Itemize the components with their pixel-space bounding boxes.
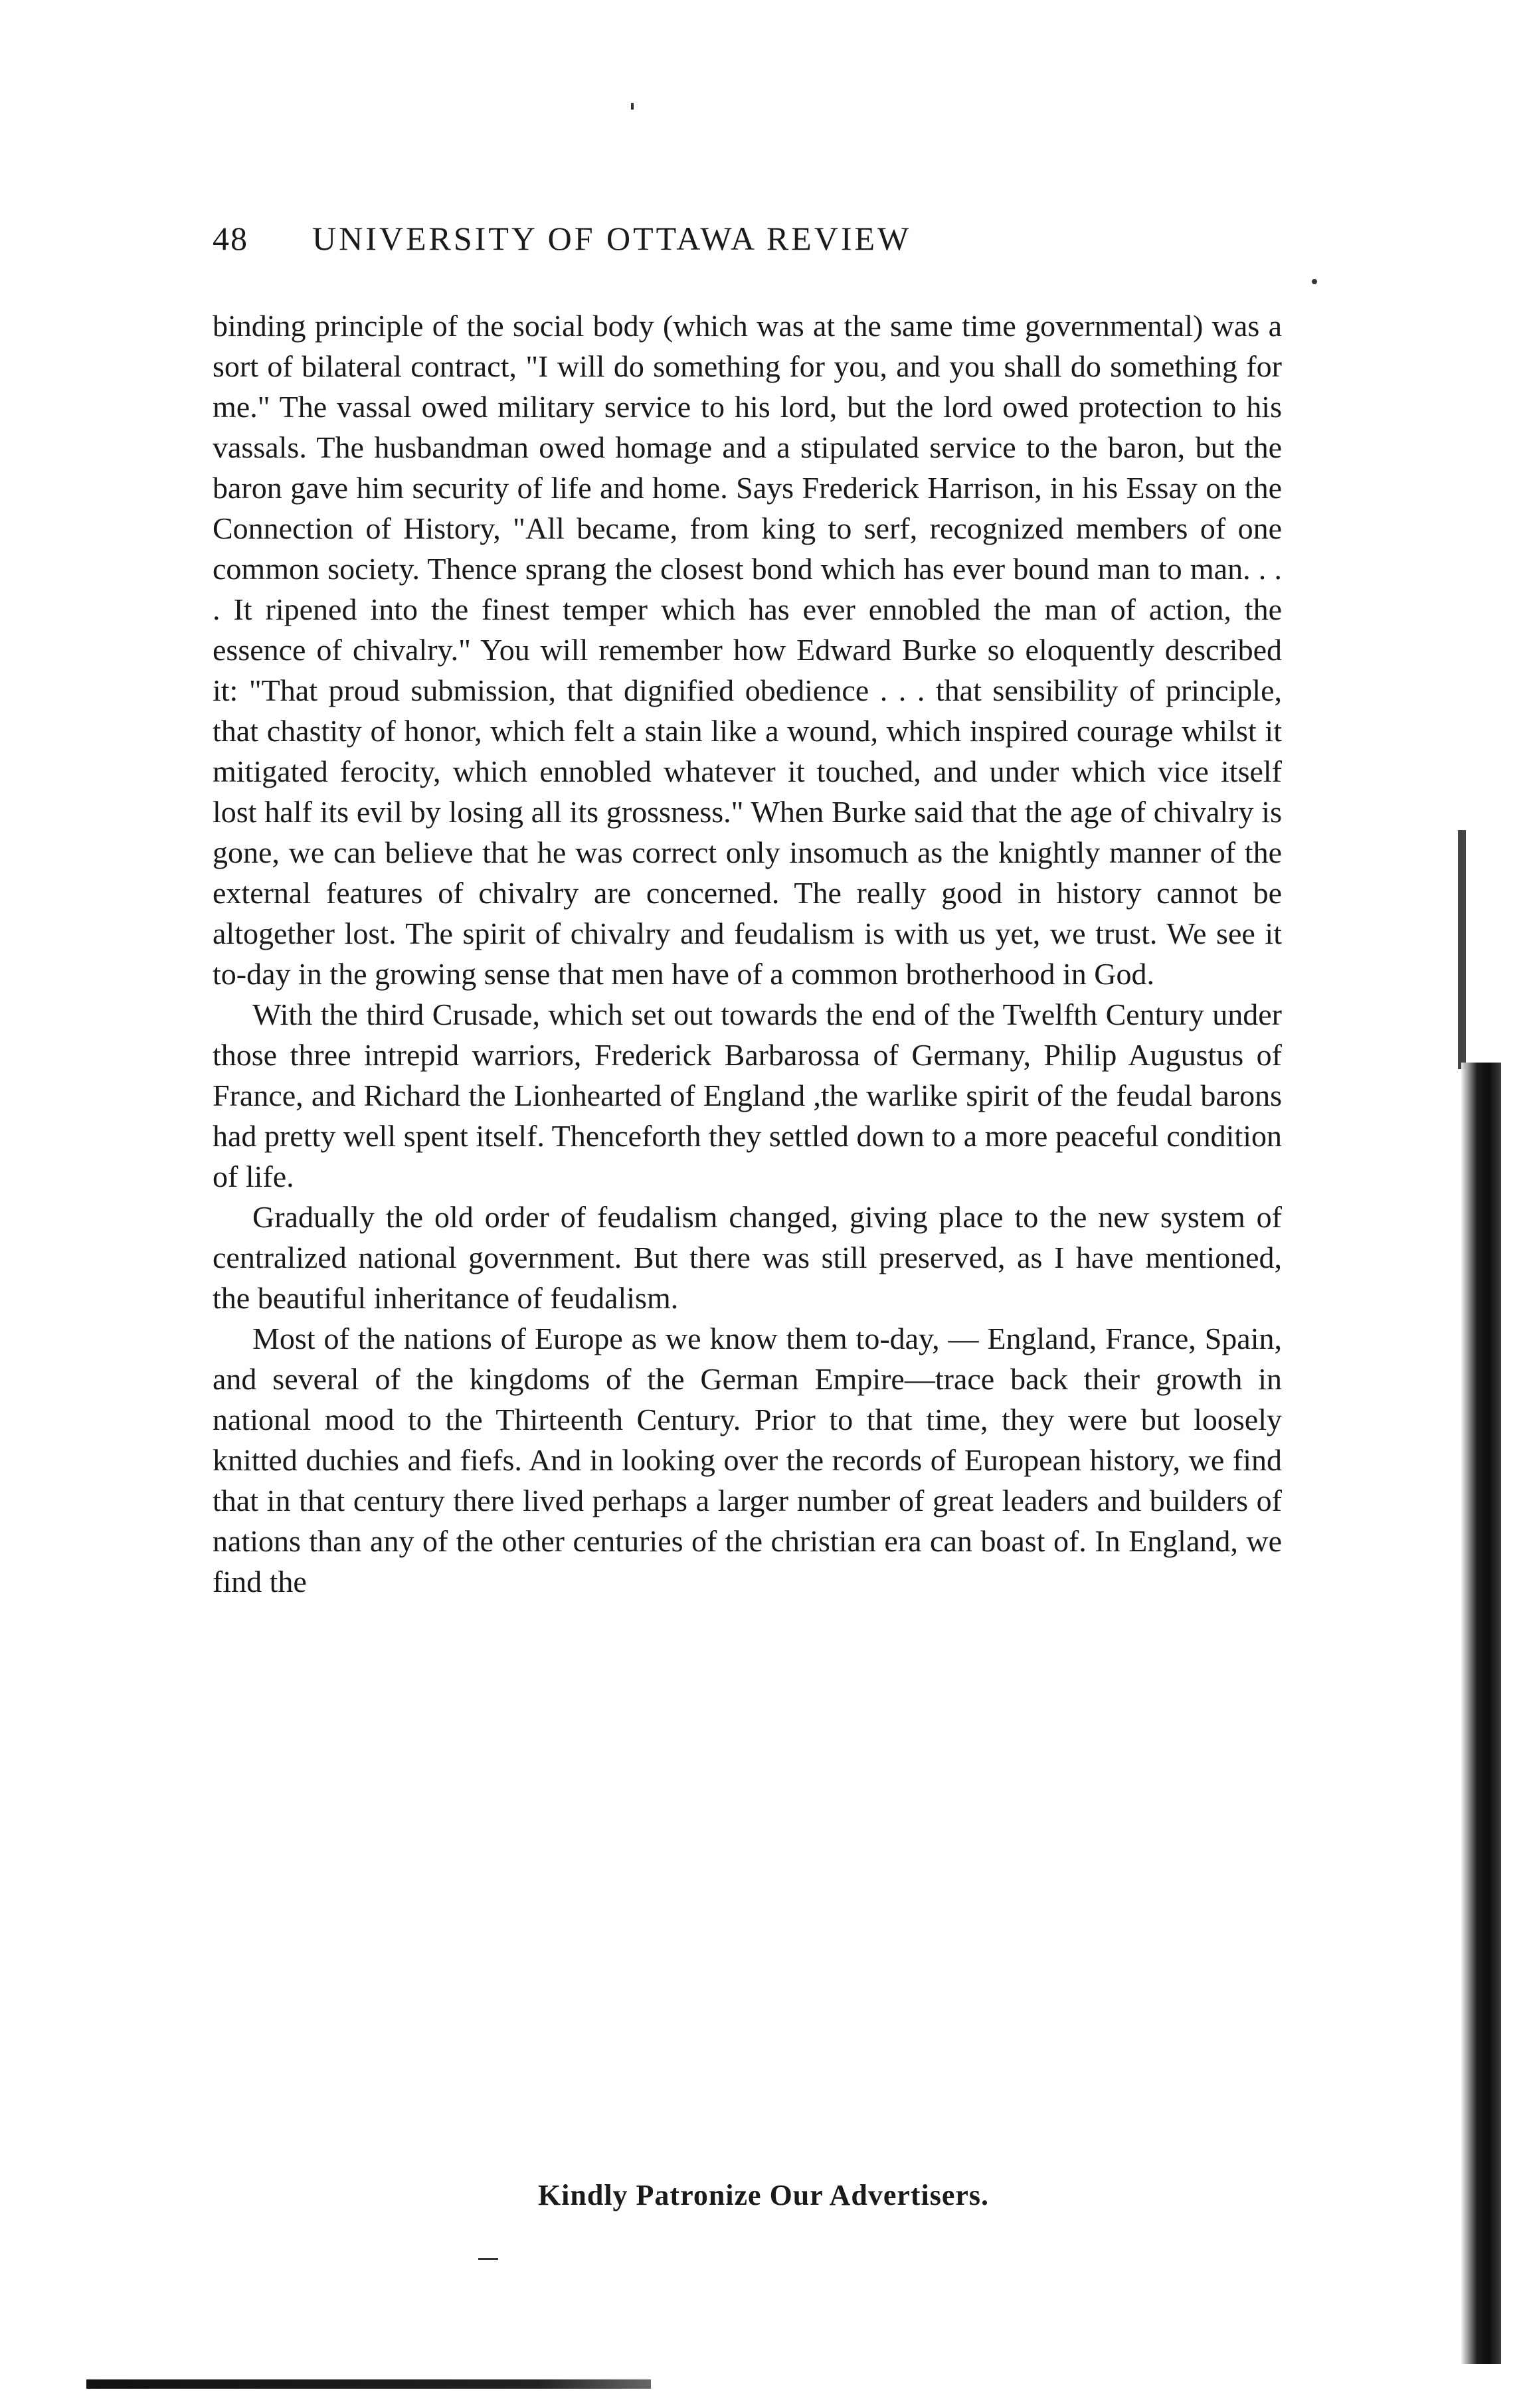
scan-speck [478,2258,498,2260]
footer-notice: Kindly Patronize Our Advertisers. [537,2179,990,2211]
page-number: 48 [213,220,248,257]
journal-title: UNIVERSITY OF OTTAWA REVIEW [312,220,912,257]
scan-bottom-rule [86,2379,651,2389]
paragraph: binding principle of the social body (which was at the same time governmental) was a sort of bilateral contract, "I will do something for you, and you shall do something for me." The vassal owed military service to his lord, but the lord owed protection to his vassals. The husbandman owed homage and a stipulated service to the baron, but the baron gave him security of life and home. Says Frederick Harrison, in his Essay on the Connection of History, "All became, from king to serf, recognized members of one common society. Thence sprang the closest bond which has ever bound man to man. . . . It ripened into the finest temper which has ever ennobled the man of action, the essence of chivalry." You will remember how Edward Burke so eloquently described it: "That proud submission, that dignified obedience . . . that sensibility of principle, that chastity of honor, which felt a stain like a wound, which inspired courage whilst it mitigated ferocity, which ennobled whatever it touched, and under which vice itself lost half its evil by losing all its grossness." When Burke said that the age of chivalry is gone, we can believe that he was correct only insomuch as the knightly manner of the external features of chivalry are concerned. The really good in history cannot be altogether lost. The spirit of chivalry and feudalism is with us yet, we trust. We see it to-day in the growing sense that men have of a common brotherhood in God. [213,309,1282,991]
article-body [213,305,1282,1602]
scan-edge-shadow [1461,1063,1501,2364]
paragraph: With the third Crusade, which set out towards the end of the Twelfth Century under those three intrepid warriors, Frederick Barbarossa of Germany, Philip Augustus of France, and Richard the Lionhearted of England ,the warlike spirit of the feudal barons had pretty well spent itself. Thenceforth they settled down to a more peaceful condition of life. [213,997,1282,1193]
running-header [213,219,1275,272]
scan-edge-shadow-upper [1458,830,1466,1069]
scan-speck [631,103,634,110]
paragraph: Gradually the old order of feudalism changed, giving place to the new system of centralized national government. But there was still preserved, as I have mentioned, the beautiful inheritance of feudalism. [213,1200,1282,1315]
paragraph: Most of the nations of Europe as we know them to-day, — England, France, Spain, and several of the kingdoms of the German Empire—trace back their growth in national mood to the Thirteenth Century. Prior to that time, they were but loosely knitted duchies and fiefs. And in looking over the records of European history, we find that in that century there lived perhaps a larger number of great leaders and builders of nations than any of the other centuries of the christian era can boast of. In England, we find the [213,1322,1282,1598]
scan-speck [1312,279,1317,284]
